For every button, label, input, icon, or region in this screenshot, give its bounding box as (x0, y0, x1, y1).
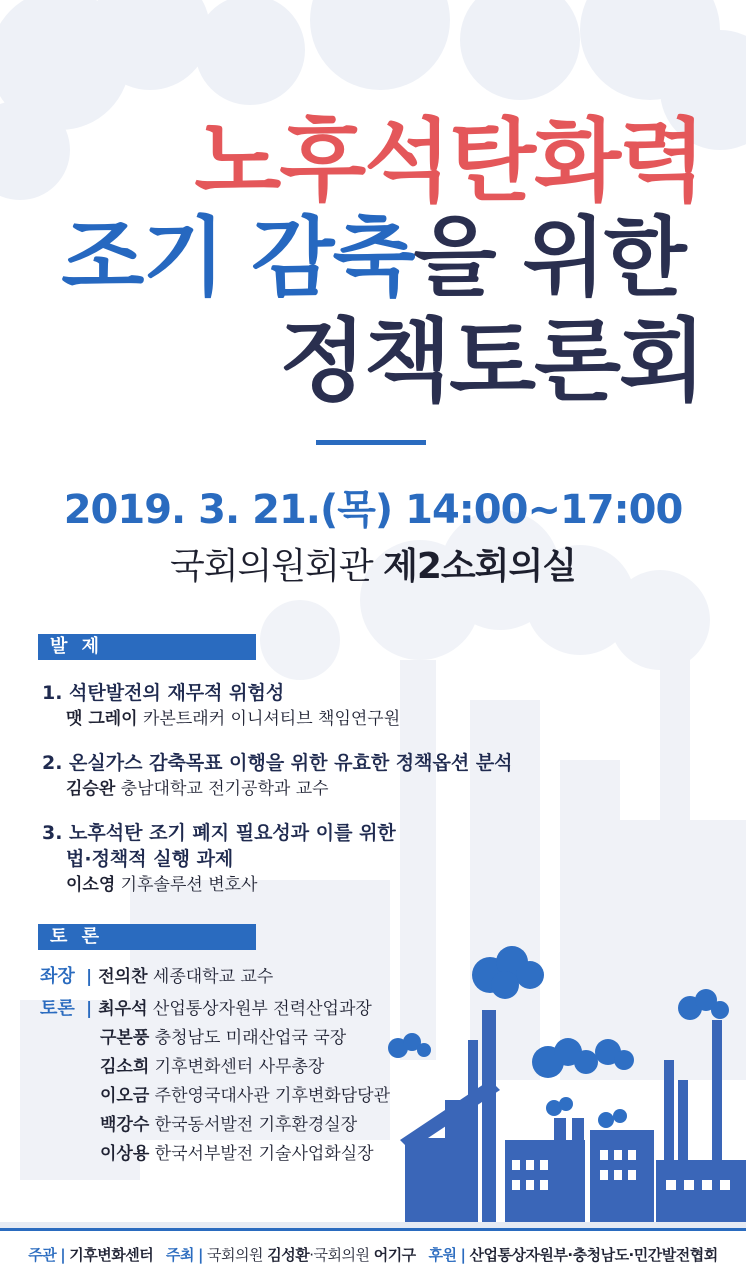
title-divider (316, 440, 426, 445)
panelist-name: 이상용 (100, 1144, 150, 1164)
date-main: 2019. 3. 21. (63, 487, 320, 533)
chair-label: 좌장 (40, 966, 75, 987)
panelist-row (100, 1052, 324, 1077)
organizer-name: 기후변화센터 (69, 1246, 154, 1264)
presentation-speaker (42, 706, 642, 732)
panelist-name: 이오금 (100, 1086, 150, 1106)
presentation-title: 2. 온실가스 감축목표 이행을 위한 유효한 정책옵션 분석 (42, 752, 513, 774)
panelist-affiliation: 한국서부발전 기술사업화실장 (149, 1144, 374, 1164)
speaker-role: 충남대학교 전기공학과 교수 (115, 779, 329, 799)
speaker-name: 이소영 (66, 875, 116, 895)
section-presentations: 발 제 (38, 634, 256, 660)
panelist-row (100, 1110, 357, 1135)
speaker-role: 카본트래커 이니셔티브 책임연구원 (137, 709, 401, 729)
event-venue (0, 538, 746, 589)
panelist-affiliation: 주한영국대사관 기후변화담당관 (149, 1086, 390, 1106)
presentation-item (42, 750, 642, 802)
organizer-label: 주관 (28, 1246, 57, 1264)
footer-sep: | (198, 1246, 203, 1264)
speaker-name: 김승완 (66, 779, 116, 799)
section-discussion: 토 론 (38, 924, 256, 950)
footer-sep: | (460, 1246, 466, 1264)
title-line-1: 노후석탄화력 (194, 109, 704, 214)
title-line-2-rest: 을 위한 (413, 208, 685, 308)
panelist-affiliation: 기후변화센터 사무총장 (149, 1057, 325, 1077)
title-accent: 조기 감축 (61, 208, 414, 308)
panelist-name: 김소희 (100, 1057, 150, 1077)
event-time: 14:00~17:00 (392, 487, 683, 533)
sponsor-label: 후원 (428, 1246, 457, 1264)
chair-affiliation: 세종대학교 교수 (147, 967, 274, 987)
panelist-name: 최우석 (98, 999, 148, 1019)
host-mid: ·국회의원 (309, 1246, 374, 1264)
host-prefix: 국회의원 (206, 1246, 268, 1264)
footer-divider (0, 1228, 746, 1231)
venue-place: 국회의원회관 (169, 546, 384, 587)
host-label: 주최 (166, 1246, 194, 1264)
host-name-1: 김성환 (267, 1246, 310, 1264)
panel-label: 토론 (40, 998, 75, 1019)
speaker-name: 맷 그레이 (66, 709, 138, 729)
speaker-role: 기후솔루션 변호사 (115, 875, 258, 895)
panelist-row (100, 1081, 390, 1106)
panelist-name: 구본풍 (100, 1028, 150, 1048)
panelist-row (100, 1023, 346, 1048)
panelist-row (40, 994, 372, 1020)
panelist-affiliation: 한국동서발전 기후환경실장 (149, 1115, 358, 1135)
chair-name: 전의찬 (98, 967, 148, 987)
presentation-title: 1. 석탄발전의 재무적 위험성 (42, 682, 285, 704)
presentation-title-cont: 법·정책적 실행 과제 (66, 848, 234, 870)
title-line-3: 정책토론회 (279, 309, 704, 414)
sponsor-names: 산업통상자원부·충청남도·민간발전협회 (469, 1246, 718, 1264)
panelist-affiliation: 산업통상자원부 전력산업과장 (147, 999, 372, 1019)
event-date (0, 478, 746, 535)
presentation-item (42, 680, 642, 732)
presentation-speaker (42, 872, 642, 898)
chair-sep: | (86, 967, 93, 987)
panelist-name: 백강수 (100, 1115, 150, 1135)
presentation-speaker (42, 776, 642, 802)
panelist-affiliation: 충청남도 미래산업국 국장 (149, 1028, 347, 1048)
footer-sep: | (60, 1246, 66, 1264)
presentation-item (42, 820, 642, 898)
venue-room: 제2소회의실 (383, 546, 577, 587)
panelist-row (100, 1139, 374, 1164)
date-day: (목) (319, 487, 393, 533)
presentation-title: 3. 노후석탄 조기 폐지 필요성과 이를 위한 (42, 822, 396, 844)
footer-credits (0, 1238, 746, 1272)
host-name-2: 어기구 (373, 1246, 416, 1264)
chair-row (40, 962, 540, 988)
panel-sep: | (86, 999, 93, 1019)
